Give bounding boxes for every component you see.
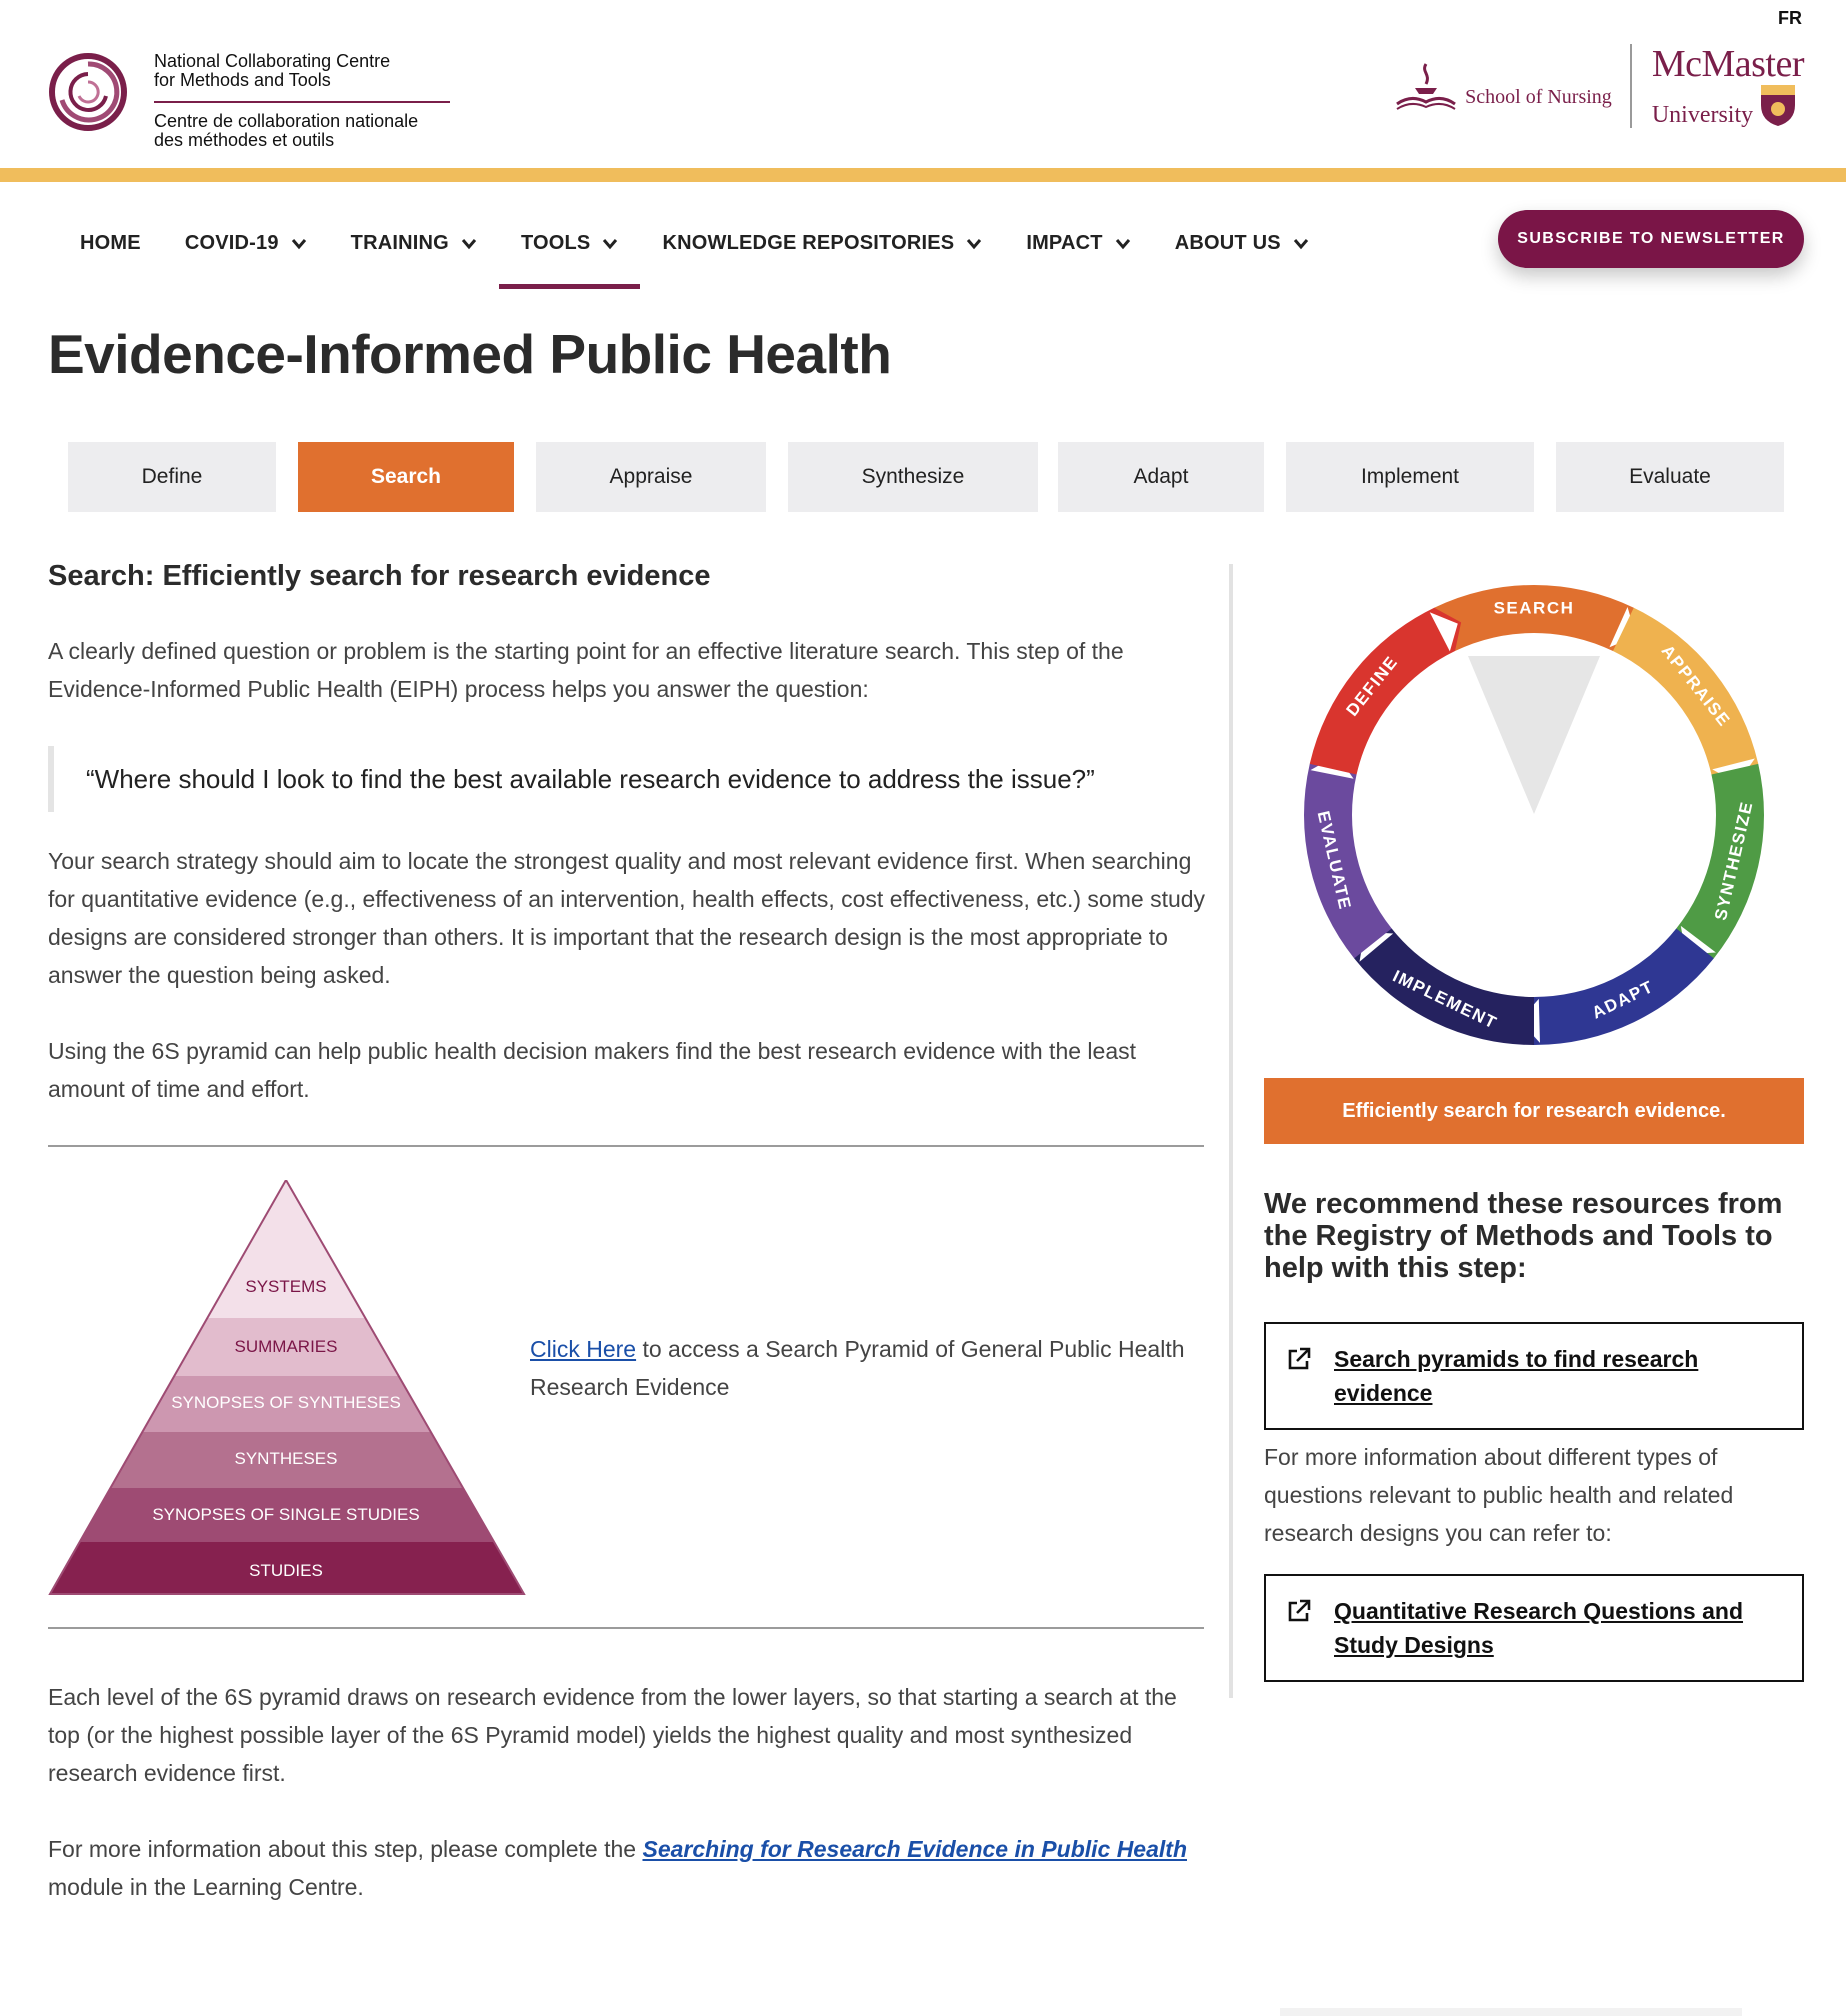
- nav-covid-19-label: COVID-19: [184, 232, 279, 254]
- more-info-prefix: For more information about this step, please complete the: [48, 1836, 643, 1862]
- nav-about-us-label: ABOUT US: [1174, 232, 1281, 254]
- nav-training-label: TRAINING: [350, 232, 449, 254]
- tab-define[interactable]: Define: [68, 442, 276, 512]
- wheel-label-search: SEARCH: [1493, 598, 1575, 618]
- question-blockquote: [48, 746, 1206, 812]
- section-heading: Search: Efficiently search for research evidence: [48, 560, 711, 592]
- 6s-pyramid-diagram: [48, 1180, 528, 1596]
- header-gold-bar: [0, 168, 1846, 182]
- page-title: Evidence-Informed Public Health: [48, 323, 892, 385]
- wheel-segments: [1304, 585, 1764, 1045]
- org-name-fr-line1: Centre de collaboration nationale: [154, 111, 419, 131]
- levels-paragraph: Each level of the 6S pyramid draws on research evidence from the lower layers, so that starting a search at the top (or the highest possible layer of the 6S Pyramid model) yields the highest quality and most synthesized research evidence first.: [48, 1684, 1177, 1786]
- nav-impact[interactable]: [1004, 214, 1152, 273]
- nccmt-logo[interactable]: [48, 52, 450, 150]
- chevron-down-icon: [461, 238, 477, 250]
- pyramid-intro-paragraph: Using the 6S pyramid can help public health decision makers find the best research evidence with the least amount of time and effort.: [48, 1038, 1136, 1102]
- tab-search[interactable]: Search: [298, 442, 514, 512]
- learning-module-link[interactable]: Searching for Research Evidence in Public Health: [642, 1836, 1187, 1862]
- question-quote-text: “Where should I look to find the best available research evidence to address the issue?”: [86, 763, 1095, 794]
- more-info-suffix: module in the Learning Centre.: [48, 1874, 364, 1900]
- nav-covid-19[interactable]: [163, 214, 329, 273]
- pyramid-label-studies: STUDIES: [249, 1561, 323, 1580]
- eiph-cycle-wheel: [1304, 560, 1764, 1050]
- chevron-down-icon: [1293, 238, 1309, 250]
- more-info-paragraph: [48, 1830, 1206, 1906]
- mcmaster-name: McMaster: [1651, 43, 1804, 85]
- org-name-en-line1: National Collaborating Centre: [154, 51, 391, 71]
- wheel-label-implement: IMPLEMENT: [1389, 966, 1501, 1033]
- search-pointer-wedge: [1468, 656, 1600, 814]
- pyramid-label-synopses-of-single-studies: SYNOPSES OF SINGLE STUDIES: [152, 1505, 420, 1524]
- mcmaster-logo[interactable]: [1652, 45, 1804, 127]
- tab-adapt[interactable]: Adapt: [1058, 442, 1264, 512]
- subscribe-newsletter-button[interactable]: SUBSCRIBE TO NEWSLETTER: [1498, 210, 1804, 268]
- chevron-down-icon: [291, 238, 307, 250]
- wheel-segment-search[interactable]: [1434, 585, 1639, 651]
- nccmt-swirl-icon: [48, 52, 128, 132]
- school-of-nursing-name: School of Nursing: [1465, 85, 1612, 108]
- page-bottom-strip: [1280, 2008, 1742, 2016]
- click-here-link[interactable]: Click Here: [530, 1336, 637, 1362]
- wheel-label-synthesize: SYNTHESIZE: [1711, 799, 1757, 923]
- nav-training[interactable]: [329, 214, 499, 273]
- chevron-down-icon: [602, 238, 618, 250]
- org-name-fr-line2: des méthodes et outils: [154, 130, 335, 150]
- wheel-segment-evaluate[interactable]: [1304, 752, 1392, 959]
- external-link-icon: [1286, 1346, 1312, 1372]
- nav-home-label: HOME: [80, 232, 141, 254]
- pyramid-label-synopses-of-syntheses: SYNOPSES OF SYNTHESES: [171, 1393, 401, 1412]
- pyramid-label-systems: SYSTEMS: [245, 1277, 327, 1296]
- partner-logos: [1393, 44, 1804, 128]
- pyramid-label-summaries: SUMMARIES: [234, 1337, 338, 1356]
- wheel-caption: Efficiently search for research evidence.: [1264, 1078, 1804, 1144]
- pyramid-link-rest: to access a Search Pyramid of General Public Health Research Evidence: [530, 1336, 1185, 1400]
- nav-home[interactable]: [58, 214, 163, 273]
- nav-tools[interactable]: [499, 214, 641, 273]
- tab-implement[interactable]: Implement: [1286, 442, 1534, 512]
- university-word: University: [1651, 102, 1754, 128]
- search-strategy-paragraph: Your search strategy should aim to locate the strongest quality and most relevant evidence first. When searching for quantitative evidence (e.g., effectiveness of an intervention, health effects, cost effectiveness, etc.) some study designs are considered stronger than others. It is important that the research design is the most appropriate to answer the question being asked.: [48, 848, 1206, 988]
- wheel-label-evaluate: EVALUATE: [1313, 809, 1355, 913]
- wheel-label-appraise: APPRAISE: [1657, 641, 1735, 731]
- column-separator: [1229, 564, 1233, 1698]
- chevron-down-icon: [1115, 238, 1131, 250]
- wheel-label-adapt: ADAPT: [1589, 976, 1657, 1023]
- pyramid-link-paragraph: [530, 1330, 1206, 1406]
- nav-tools-label: TOOLS: [520, 232, 591, 254]
- nav-impact-label: IMPACT: [1026, 232, 1103, 254]
- lamp-book-icon: [1393, 60, 1459, 112]
- recommendations-heading: We recommend these resources from the Registry of Methods and Tools to help with this step:: [1264, 1188, 1783, 1284]
- tab-appraise[interactable]: Appraise: [536, 442, 766, 512]
- wheel-segment-implement[interactable]: [1354, 928, 1534, 1045]
- org-name-en-line2: for Methods and Tools: [154, 70, 331, 90]
- tab-synthesize[interactable]: Synthesize: [788, 442, 1038, 512]
- pyramid-label-syntheses: SYNTHESES: [234, 1449, 338, 1468]
- resource-search-pyramids-label: Search pyramids to find research evidence: [1334, 1346, 1699, 1406]
- wheel-segment-adapt[interactable]: [1516, 928, 1714, 1045]
- wheel-segment-appraise[interactable]: [1613, 608, 1758, 787]
- resource-quantitative-questions-label: Quantitative Research Questions and Study Designs: [1334, 1598, 1744, 1658]
- mcmaster-crest-icon: [1759, 83, 1797, 127]
- intro-paragraph: A clearly defined question or problem is the starting point for an effective literature search. This step of the Evidence-Informed Public Health (EIPH) process helps you answer the question:: [48, 638, 1124, 702]
- tab-evaluate[interactable]: Evaluate: [1556, 442, 1784, 512]
- wheel-label-define: DEFINE: [1342, 652, 1402, 720]
- resource-quantitative-questions[interactable]: [1264, 1574, 1804, 1682]
- more-types-paragraph: For more information about different types of questions relevant to public health and related research designs you can refer to:: [1264, 1444, 1734, 1546]
- partner-divider: [1630, 44, 1632, 128]
- nav-knowledge-repositories[interactable]: [640, 214, 1004, 273]
- brand-divider: [154, 101, 450, 103]
- wheel-segment-define[interactable]: [1310, 608, 1461, 775]
- school-of-nursing-logo[interactable]: [1393, 60, 1612, 112]
- wheel-segment-synthesize[interactable]: [1676, 764, 1764, 959]
- resource-search-pyramids[interactable]: [1264, 1322, 1804, 1430]
- main-nav: [58, 214, 1331, 273]
- chevron-down-icon: [966, 238, 982, 250]
- eiph-step-tabs: [0, 442, 1846, 512]
- divider-bottom: [48, 1627, 1204, 1629]
- external-link-icon: [1286, 1598, 1312, 1624]
- nav-knowledge-repositories-label: KNOWLEDGE REPOSITORIES: [662, 232, 955, 254]
- pyramid-level-systems: [48, 1180, 528, 1318]
- language-toggle-fr[interactable]: FR: [1778, 8, 1802, 28]
- nav-about-us[interactable]: [1153, 214, 1331, 273]
- divider-top: [48, 1145, 1204, 1147]
